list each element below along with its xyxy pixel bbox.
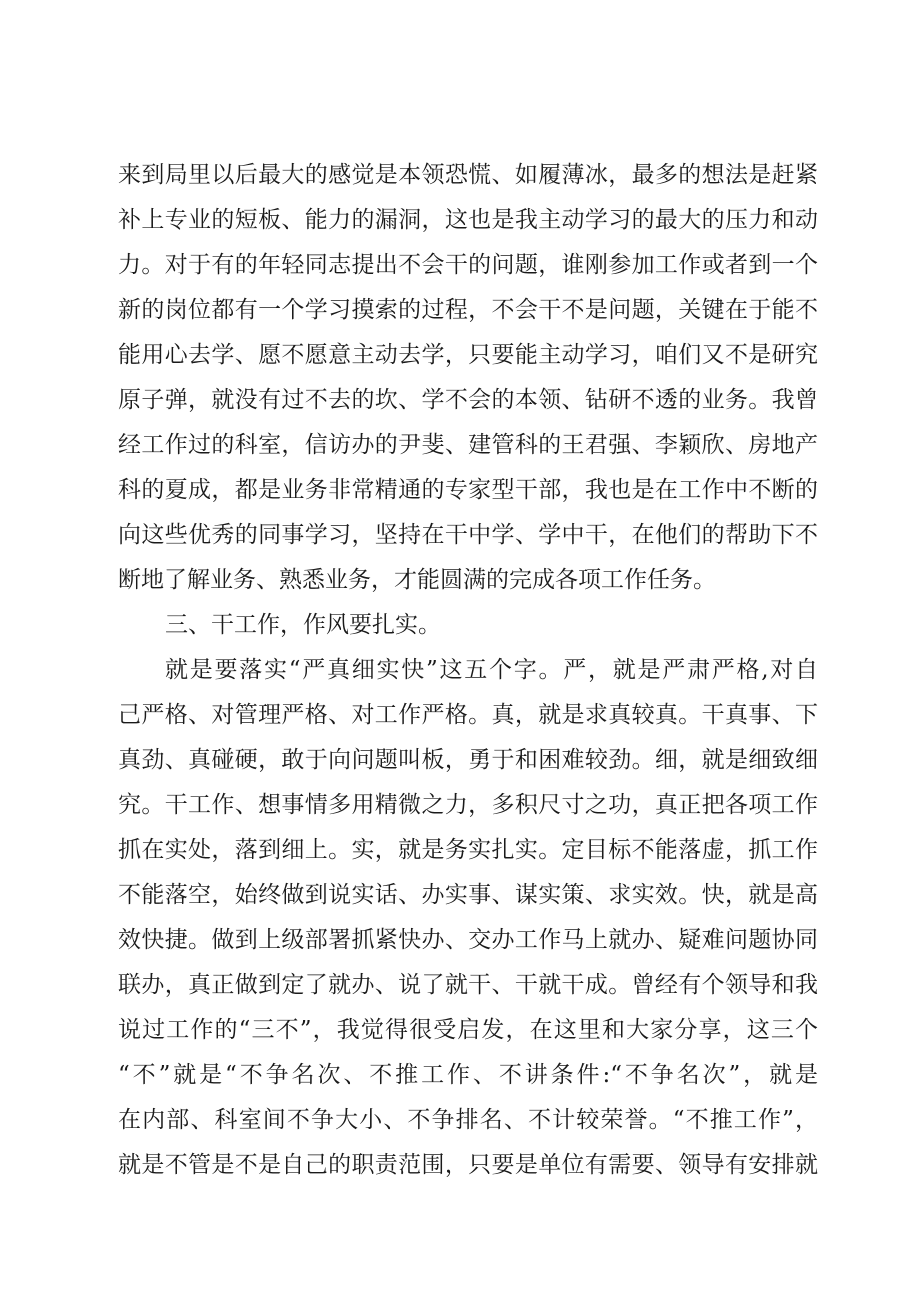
paragraph1-line: 来到局里以后最大的感觉是本领恐慌、如履薄冰，最多的想法是赶紧: [118, 162, 818, 188]
paragraph2-line: 在内部、科室间不争大小、不争排名、不计较荣誉。“不推工作”，: [118, 1107, 818, 1133]
paragraph1-line: 经工作过的科室，信访办的尹斐、建管科的王君强、李颖欣、房地产: [118, 432, 818, 458]
paragraph2-line: 联办，真正做到定了就办、说了就干、干就干成。曾经有个领导和我: [118, 972, 818, 998]
paragraph1-line: 科的夏成，都是业务非常精通的专家型干部，我也是在工作中不断的: [118, 477, 818, 503]
paragraph2-line: 效快捷。做到上级部署抓紧快办、交办工作马上就办、疑难问题协同: [118, 927, 818, 953]
paragraph1-line: 补上专业的短板、能力的漏洞，这也是我主动学习的最大的压力和动: [118, 207, 818, 233]
paragraph1-line: 向这些优秀的同事学习，坚持在干中学、学中干，在他们的帮助下不: [118, 522, 818, 548]
section-heading: 三、干工作，作风要扎实。: [165, 612, 441, 638]
paragraph2-line: 究。干工作、想事情多用精微之力，多积尺寸之功，真正把各项工作: [118, 792, 818, 818]
paragraph2-line: 不能落空，始终做到说实话、办实事、谋实策、求实效。快，就是高: [118, 882, 818, 908]
paragraph2-line: 真劲、真碰硬，敢于向问题叫板，勇于和困难较劲。细，就是细致细: [118, 747, 818, 773]
paragraph2-line: “不”就是“不争名次、不推工作、不讲条件:“不争名次”，就是: [118, 1062, 818, 1088]
paragraph2-line: 抓在实处，落到细上。实，就是务实扎实。定目标不能落虚，抓工作: [118, 837, 818, 863]
paragraph1-line: 新的岗位都有一个学习摸索的过程，不会干不是问题，关键在于能不: [118, 297, 818, 323]
paragraph2-line: 说过工作的“三不”，我觉得很受启发，在这里和大家分享，这三个: [118, 1017, 818, 1043]
paragraph1-line: 能用心去学、愿不愿意主动去学，只要能主动学习，咱们又不是研究: [118, 342, 818, 368]
paragraph1-line: 断地了解业务、熟悉业务，才能圆满的完成各项工作任务。: [118, 567, 716, 593]
paragraph1-line: 原子弹，就没有过不去的坎、学不会的本领、钻研不透的业务。我曾: [118, 387, 818, 413]
paragraph2-line: 己严格、对管理严格、对工作严格。真，就是求真较真。干真事、下: [118, 702, 818, 728]
paragraph2-line: 就是不管是不是自己的职责范围，只要是单位有需要、领导有安排就: [118, 1152, 818, 1178]
paragraph2-line: 就是要落实“严真细实快”这五个字。严，就是严肃严格,对自: [165, 657, 818, 683]
paragraph1-line: 力。对于有的年轻同志提出不会干的问题，谁刚参加工作或者到一个: [118, 252, 818, 278]
